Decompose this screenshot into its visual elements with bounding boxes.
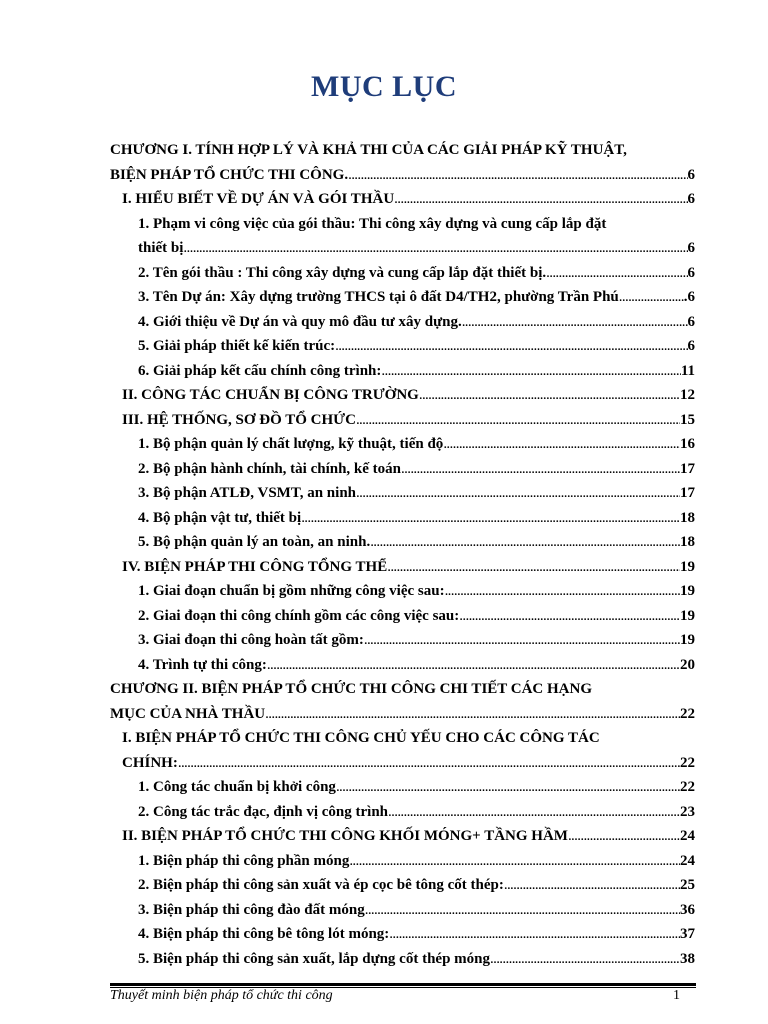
toc-entry-text: MỤC CỦA NHÀ THẦU	[110, 705, 266, 722]
toc-page-number: 38	[680, 950, 695, 967]
toc-leader-dots	[419, 383, 680, 407]
toc-leader-dots	[462, 310, 688, 334]
toc-entry-text: 1. Phạm vi công việc của gói thầu: Thi công xây dựng và cung cấp lắp đặt	[138, 215, 607, 232]
toc-leader-dots	[301, 506, 680, 530]
footer-divider	[110, 983, 696, 986]
toc-entry-line[interactable]	[110, 677, 695, 701]
toc-page-number: 19	[680, 632, 695, 648]
toc-entry-line[interactable]	[138, 849, 695, 873]
toc-leader-dots	[568, 824, 680, 848]
toc-entry-text: 4. Trình tự thi công:	[138, 656, 267, 673]
toc-leader-dots	[387, 555, 680, 579]
toc-entry-text: I. BIỆN PHÁP TỔ CHỨC THI CÔNG CHỦ YẾU CHO CÁC CÔNG TÁC	[122, 730, 600, 746]
toc-entry-line[interactable]	[138, 530, 695, 554]
toc-leader-dots	[388, 800, 680, 824]
toc-entry-line[interactable]	[138, 922, 695, 946]
toc-entry-text: 3. Bộ phận ATLĐ, VSMT, an ninh	[138, 485, 357, 501]
toc-entry-text: CHÍNH:	[122, 754, 178, 771]
toc-entry-line[interactable]	[110, 138, 695, 162]
toc-page-number: 20	[680, 656, 695, 673]
toc-leader-dots	[365, 898, 680, 922]
toc-entry-line[interactable]	[138, 947, 695, 971]
toc-entry-text: CHƯƠNG II. BIỆN PHÁP TỔ CHỨC THI CÔNG CHI TIẾT CÁC HẠNG	[110, 681, 593, 697]
toc-entry-line[interactable]	[122, 555, 695, 579]
toc-entry-text: II. BIỆN PHÁP TỔ CHỨC THI CÔNG KHỐI MÓNG+ TẦNG HẦM	[122, 828, 568, 844]
toc-leader-dots	[265, 702, 680, 726]
toc-entry-text: 2. Tên gói thầu : Thi công xây dựng và cung cấp lắp đặt thiết bị.	[138, 264, 547, 281]
toc-entry-text: 2. Công tác trắc đạc, định vị công trình	[138, 803, 389, 820]
toc-entry-line[interactable]	[122, 187, 695, 211]
toc-leader-dots	[381, 359, 680, 383]
toc-entry-line[interactable]	[138, 898, 695, 922]
toc-leader-dots	[178, 751, 680, 775]
toc-entry-line[interactable]	[138, 359, 695, 383]
toc-entry-line[interactable]	[122, 726, 695, 750]
page-title: MỤC LỤC	[311, 70, 457, 103]
toc-leader-dots	[336, 775, 680, 799]
toc-entry-line[interactable]	[122, 824, 695, 848]
toc-leader-dots	[356, 481, 680, 505]
toc-entry-line[interactable]	[138, 481, 695, 505]
toc-entry-line[interactable]	[138, 775, 695, 799]
toc-leader-dots	[394, 187, 687, 211]
toc-page-number: 22	[680, 705, 695, 722]
toc-entry-line[interactable]	[122, 383, 695, 407]
toc-leader-dots	[546, 261, 687, 285]
toc-entry-text: CHƯƠNG I. TÍNH HỢP LÝ VÀ KHẢ THI CỦA CÁC GIẢI PHÁP KỸ THUẬT,	[110, 142, 627, 158]
toc-entry-line[interactable]	[138, 432, 695, 456]
toc-entry-text: 5. Biện pháp thi công sản xuất, lắp dựng cốt thép móng	[138, 950, 490, 967]
toc-entry-text: 6. Giải pháp kết cấu chính công trình:	[138, 362, 382, 379]
toc-entry-text: 1. Giai đoạn chuẩn bị gồm những công việc sau:	[138, 583, 445, 599]
toc-page-number: 6	[687, 166, 695, 183]
toc-entry-line[interactable]	[138, 628, 695, 652]
toc-entry-text: II. CÔNG TÁC CHUẨN BỊ CÔNG TRƯỜNG	[122, 387, 419, 403]
toc-page-number: 6	[687, 240, 695, 256]
toc-entry-line[interactable]	[138, 579, 695, 603]
toc-entry-text: 2. Bộ phận hành chính, tài chính, kế toán	[138, 460, 402, 477]
toc-page-number: 24	[680, 852, 695, 869]
toc-entry-text: 4. Biện pháp thi công bê tông lót móng:	[138, 926, 390, 942]
toc-page-number: 17	[680, 485, 695, 501]
toc-page-number: 37	[680, 926, 695, 942]
toc-page-number: 6	[687, 338, 695, 354]
toc-entry-line[interactable]	[138, 261, 695, 285]
toc-entry-text: 3. Biện pháp thi công đào đất móng	[138, 901, 365, 918]
toc-page-number: 22	[680, 754, 695, 771]
toc-entry-text: I. HIỂU BIẾT VỀ DỰ ÁN VÀ GÓI THẦU	[122, 191, 395, 207]
toc-leader-dots	[401, 457, 680, 481]
toc-entry-text: IV. BIỆN PHÁP THI CÔNG TỔNG THỂ	[122, 558, 388, 575]
toc-page-number: 6	[687, 313, 695, 330]
toc-entry-text: 3. Giai đoạn thi công hoàn tất gồm:	[138, 632, 364, 648]
toc-entry-line[interactable]	[110, 702, 695, 726]
toc-page-number: 22	[680, 779, 695, 795]
toc-leader-dots	[356, 408, 680, 432]
toc-entry-line[interactable]	[138, 285, 695, 309]
toc-entry-text: 2. Giai đoạn thi công chính gồm các công việc sau:	[138, 607, 460, 624]
toc-page-number: 18	[680, 509, 695, 526]
toc-page-number: 24	[680, 828, 695, 844]
toc-entry-line[interactable]	[138, 506, 695, 530]
toc-leader-dots	[619, 285, 684, 309]
toc-page-number: 12	[680, 387, 695, 403]
toc-page-number: 15	[680, 411, 695, 428]
toc-leader-dots	[443, 432, 680, 456]
toc-entry-line[interactable]	[122, 408, 695, 432]
toc-leader-dots	[183, 236, 687, 260]
toc-entry-text: 4. Giới thiệu về Dự án và quy mô đầu tư xây dựng.	[138, 313, 462, 330]
toc-leader-dots	[349, 849, 680, 873]
toc-page-number: 23	[680, 803, 695, 820]
toc-leader-dots	[267, 653, 680, 677]
toc-entry-line[interactable]	[138, 604, 695, 628]
toc-leader-dots	[348, 163, 687, 187]
toc-entry-line[interactable]	[122, 751, 695, 775]
toc-entry-text: 4. Bộ phận vật tư, thiết bị	[138, 509, 302, 526]
toc-entry-line[interactable]	[138, 800, 695, 824]
toc-entry-text: 5. Bộ phận quản lý an toàn, an ninh.	[138, 534, 371, 550]
toc-page-number: 19	[680, 607, 695, 624]
toc-leader-dots	[504, 873, 680, 897]
toc-entry-line[interactable]	[110, 163, 695, 187]
toc-leader-dots	[335, 334, 687, 358]
toc-page-number: 6	[687, 264, 695, 281]
toc-entry-text: 1. Biện pháp thi công phần móng	[138, 852, 350, 869]
footer-document-title: Thuyết minh biện pháp tổ chức thi công	[110, 988, 333, 1003]
toc-entry-line[interactable]	[138, 334, 695, 358]
toc-page-number: 18	[680, 534, 695, 550]
toc-entry-text: 1. Bộ phận quản lý chất lượng, kỹ thuật, tiến độ	[138, 436, 444, 452]
toc-entry-text: 1. Công tác chuẩn bị khởi công	[138, 779, 336, 795]
toc-page-number: 25	[680, 877, 695, 893]
toc-leader-dots	[459, 604, 680, 628]
toc-entry-line[interactable]	[138, 212, 695, 236]
toc-page-number: 17	[680, 460, 695, 477]
toc-entry-line[interactable]	[138, 236, 695, 260]
toc-page-number: 19	[680, 558, 695, 575]
toc-leader-dots	[389, 922, 680, 946]
toc-entry-text: BIỆN PHÁP TỔ CHỨC THI CÔNG.	[110, 166, 349, 183]
toc-entry-line[interactable]	[138, 310, 695, 334]
toc-page-number: 36	[680, 901, 695, 918]
toc-entry-text: 2. Biện pháp thi công sản xuất và ép cọc bê tông cốt thép:	[138, 877, 504, 893]
toc-page-number: 19	[680, 583, 695, 599]
toc-entry-line[interactable]	[138, 457, 695, 481]
toc-entry-text: 3. Tên Dự án: Xây dựng trường THCS tại ô đất D4/TH2, phường Trần Phú	[138, 289, 619, 305]
toc-entry-line[interactable]	[138, 653, 695, 677]
toc-leader-dots	[364, 628, 680, 652]
toc-entry-text: III. HỆ THỐNG, SƠ ĐỒ TỔ CHỨC	[122, 411, 356, 428]
footer-page-number: 1	[673, 988, 680, 1003]
toc-entry-text: 5. Giải pháp thiết kế kiến trúc:	[138, 338, 336, 354]
toc-entry-line[interactable]	[138, 873, 695, 897]
toc-page-number: 16	[680, 436, 695, 452]
toc-page-number: .6	[683, 289, 695, 305]
toc-page-number: 11	[680, 362, 695, 379]
toc-entry-text: thiết bị	[138, 240, 184, 256]
toc-leader-dots	[445, 579, 680, 603]
toc-leader-dots	[490, 947, 680, 971]
toc-leader-dots	[370, 530, 680, 554]
toc-page-number: 6	[687, 191, 695, 207]
